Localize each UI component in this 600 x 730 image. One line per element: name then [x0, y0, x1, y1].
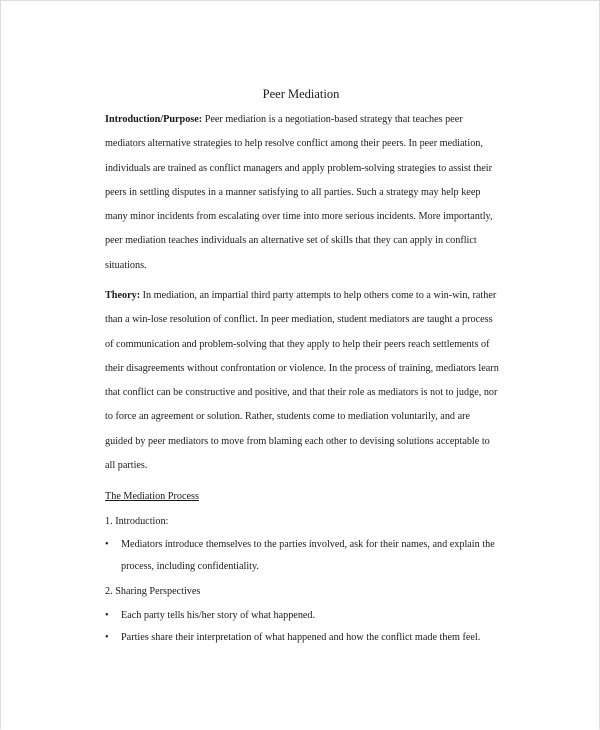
- bullet-text-line-1: Mediators introduce themselves to the parties involved, ask for their names, and explain the: [121, 539, 495, 550]
- list-item: [105, 534, 525, 578]
- step-2-label: 2. Sharing Perspectives: [105, 586, 201, 597]
- intro-line-3: individuals are trained as conflict managers and apply problem-solving strategies to assist their: [105, 162, 493, 174]
- intro-line-1-text: Peer mediation is a negotiation-based strategy that teaches peer: [202, 114, 463, 125]
- bullet-icon: •: [105, 610, 109, 621]
- bullet-icon: •: [105, 539, 109, 550]
- intro-line-7: situations.: [105, 259, 147, 271]
- theory-line-2: than a win-lose resolution of conflict. In peer mediation, student mediators are taught a process: [105, 314, 493, 326]
- theory-line-1: [105, 284, 505, 308]
- mediation-process-heading: The Mediation Process: [105, 491, 199, 502]
- theory-line-5: that conflict can be constructive and positive, and that their role as mediators is not to judge, nor: [105, 387, 498, 399]
- bullet-text-line-1: Each party tells his/her story of what happened.: [121, 610, 316, 621]
- theory-line-4: their disagreements without confrontation or violence. In the process of training, mediators learn: [105, 362, 499, 374]
- theory-line-8: all parties.: [105, 460, 148, 472]
- theory-line-1-text: In mediation, an impartial third party attempts to help others come to a win-win, rather: [140, 290, 497, 301]
- intro-line-5: many minor incidents from escalating over time into more serious incidents. More importantly,: [105, 211, 493, 223]
- intro-line-2: mediators alternative strategies to help resolve conflict among their peers. In peer mediation,: [105, 138, 483, 150]
- theory-line-3: of communication and problem-solving that they apply to help their peers reach settlements of: [105, 338, 490, 350]
- document-title: Peer Mediation: [262, 87, 340, 101]
- theory-line-7: guided by peer mediators to move from blaming each other to devising solutions acceptable to: [105, 435, 490, 447]
- theory-label: Theory:: [105, 290, 141, 301]
- intro-line-1: [105, 108, 505, 132]
- bullet-icon: •: [105, 632, 109, 643]
- theory-line-6: to force an agreement or solution. Rather, students come to mediation voluntarily, and are: [105, 411, 471, 423]
- list-item: [105, 605, 525, 627]
- theory-paragraph: [105, 284, 505, 478]
- introduction-paragraph: [105, 108, 505, 278]
- intro-line-4: peers in settling disputes in a manner satisfying to all parties. Such a strategy may help keep: [105, 186, 481, 198]
- bullet-text-line-1: Parties share their interpretation of what happened and how the conflict made them feel.: [121, 632, 481, 643]
- intro-line-6: peer mediation teaches individuals an alternative set of skills that they can apply in conflict: [105, 235, 477, 247]
- bullet-text-line-2: process, including confidentiality.: [121, 561, 259, 572]
- step-1-label: 1. Introduction:: [105, 516, 169, 527]
- list-item: [105, 627, 525, 649]
- intro-label: Introduction/Purpose:: [105, 114, 203, 125]
